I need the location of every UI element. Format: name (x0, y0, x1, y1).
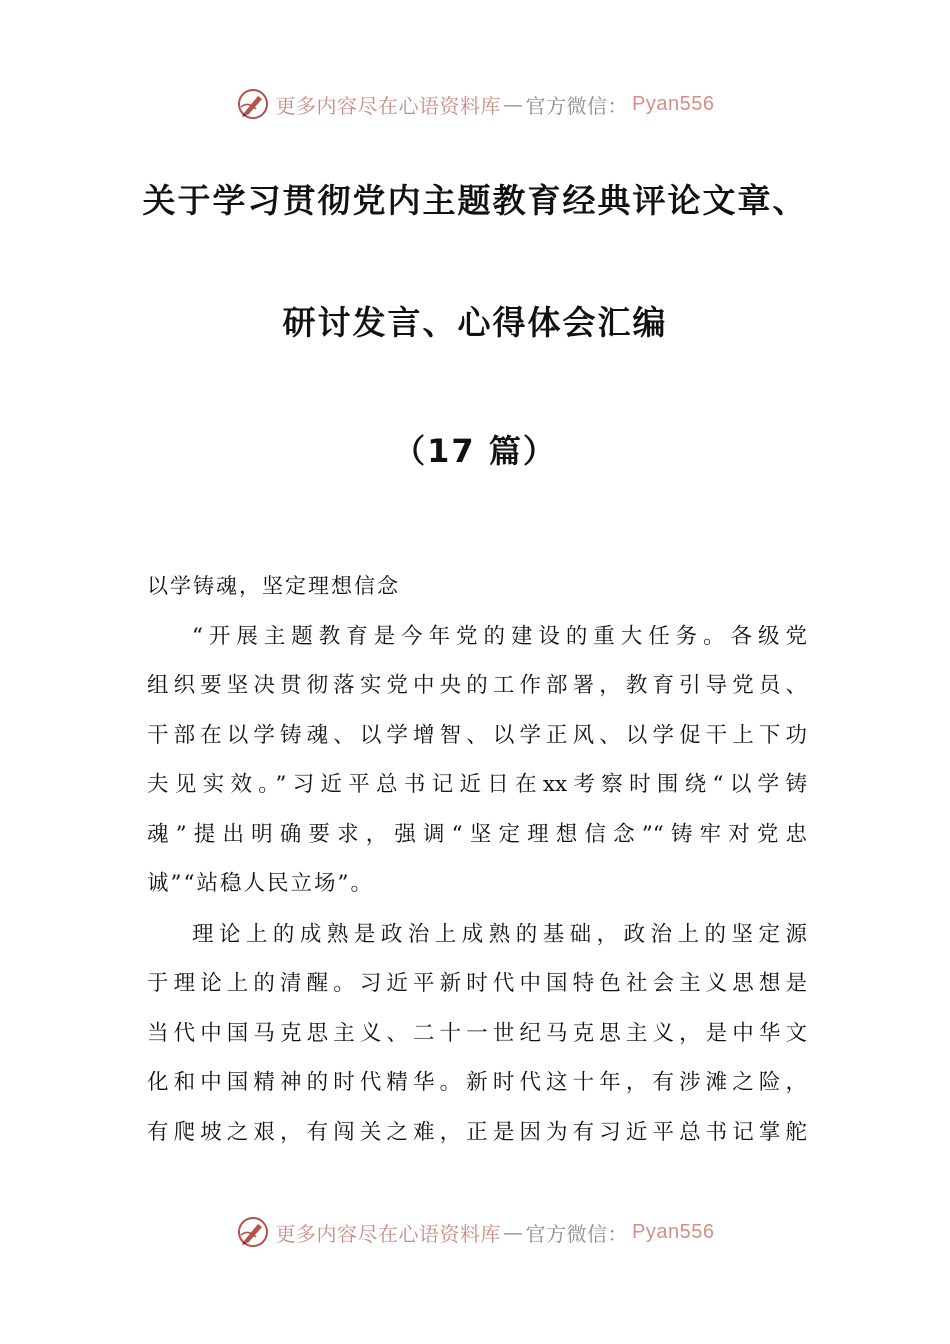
header-watermark (0, 84, 950, 124)
paragraph-1-line-2: 组织要坚决贯彻落实党中央的工作部署，教育引导党员、 (147, 673, 807, 698)
pen-logo-icon (236, 87, 270, 121)
watermark-text: 更多内容尽在心语资料库 (275, 93, 502, 118)
watermark-separator: — (503, 92, 524, 116)
watermark-text: 更多内容尽在心语资料库 (275, 1221, 502, 1246)
paragraph-2-line-5: 有爬坡之艰，有闯关之难，正是因为有习近平总书记掌舵 (147, 1120, 807, 1145)
paragraph-2-line-1: 理论上的成熟是政治上成熟的基础，政治上的坚定源 (192, 922, 807, 947)
paragraph-2-line-3: 当代中国马克思主义、二十一世纪马克思主义，是中华文 (147, 1021, 807, 1046)
document-title-line-2: 研讨发言、心得体会汇编 (282, 303, 668, 342)
watermark-wechat-id: Pyan556 (632, 1220, 715, 1243)
paragraph-1-line-6: 诚”“站稳人民立场”。 (147, 871, 374, 896)
paragraph-2-line-2: 于理论上的清醒。习近平新时代中国特色社会主义思想是 (147, 971, 807, 996)
pen-logo-icon (236, 1215, 270, 1249)
paragraph-1-line-1: “开展主题教育是今年党的建设的重大任务。各级党 (192, 624, 807, 649)
watermark-label: 官方微信： (525, 93, 629, 118)
paragraph-2-line-4: 化和中国精神的时代精华。新时代这十年，有涉滩之险， (147, 1070, 807, 1095)
document-title-count: （17 篇） (393, 432, 557, 470)
watermark-wechat-id: Pyan556 (632, 92, 715, 115)
watermark-separator: — (503, 1220, 524, 1244)
section-heading: 以学铸魂，坚定理想信念 (147, 574, 400, 598)
document-title-line-1: 关于学习贯彻党内主题教育经典评论文章、 (142, 181, 808, 220)
paragraph-1-line-4: 夫见实效。”习近平总书记近日在xx考察时围绕“以学铸 (147, 772, 807, 797)
footer-watermark (0, 1212, 950, 1252)
paragraph-1-line-5: 魂”提出明确要求，强调“坚定理想信念”“铸牢对党忠 (147, 822, 807, 847)
paragraph-1-line-3: 干部在以学铸魂、以学增智、以学正风、以学促干上下功 (147, 723, 807, 748)
watermark-label: 官方微信： (525, 1221, 629, 1246)
